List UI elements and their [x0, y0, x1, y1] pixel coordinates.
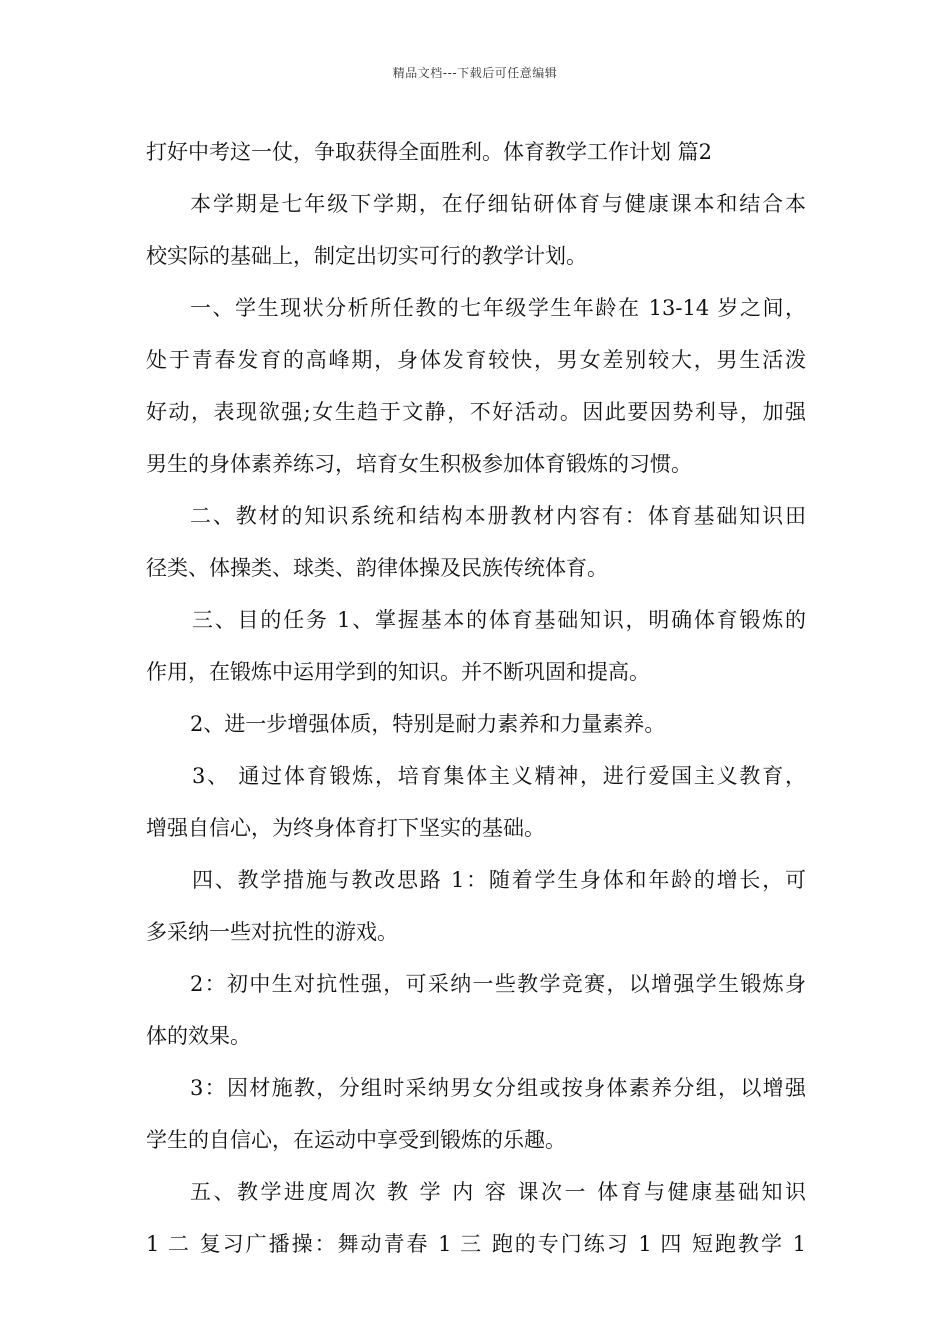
- page-header: 精品文档---下载后可任意编辑: [392, 66, 558, 80]
- paragraph-start-line: 3：因材施教，分组时采纳男女分组或按身体素养分组，以增强: [190, 1076, 806, 1100]
- text-line: 1 二 复习广播操：舞动青春 1 三 跑的专门练习 1 四 短跑教学 1: [146, 1232, 806, 1256]
- document-body: [146, 126, 806, 1270]
- text-line: 校实际的基础上，制定出切实可行的教学计划。: [146, 244, 587, 268]
- paragraph-start-line: 三、目的任务 1、掌握基本的体育基础知识，明确体育锻炼的: [192, 608, 806, 632]
- text-line: 打好中考这一仗，争取获得全面胜利。体育教学工作计划 篇2: [146, 140, 713, 164]
- text-line: 处于青春发育的高峰期，身体发育较快，男女差别较大，男生活泼: [146, 348, 806, 372]
- text-line: 好动，表现欲强;女生趋于文静，不好活动。因此要因势利导，加强: [146, 400, 806, 424]
- text-line: 作用，在锻炼中运用学到的知识。并不断巩固和提高。: [146, 660, 650, 684]
- text-line: 多采纳一些对抗性的游戏。: [146, 920, 398, 944]
- paragraph-start-line: 本学期是七年级下学期，在仔细钻研体育与健康课本和结合本: [190, 192, 806, 216]
- paragraph-start-line: 2：初中生对抗性强，可采纳一些教学竞赛，以增强学生锻炼身: [190, 972, 806, 996]
- paragraph-start-line: 二、教材的知识系统和结构本册教材内容有：体育基础知识田: [190, 504, 806, 528]
- text-line: 增强自信心，为终身体育打下坚实的基础。: [146, 816, 545, 840]
- text-line: 体的效果。: [146, 1024, 251, 1048]
- paragraph-start-line: 四、教学措施与教改思路 1：随着学生身体和年龄的增长，可: [192, 868, 806, 892]
- text-line: 男生的身体素养练习，培育女生积极参加体育锻炼的习惯。: [146, 452, 692, 476]
- text-line: 径类、体操类、球类、韵律体操及民族传统体育。: [146, 556, 608, 580]
- paragraph-start-line: 2、进一步增强体质，特别是耐力素养和力量素养。: [190, 712, 666, 736]
- paragraph-start-line: 五、教学进度周次 教 学 内 容 课次一 体育与健康基础知识: [190, 1180, 806, 1204]
- text-line: 学生的自信心，在运动中享受到锻炼的乐趣。: [146, 1128, 566, 1152]
- paragraph-start-line: 一、学生现状分析所任教的七年级学生年龄在 13-14 岁之间，: [190, 296, 806, 320]
- paragraph-start-line: 3、 通过体育锻炼，培育集体主义精神，进行爱国主义教育，: [192, 764, 806, 788]
